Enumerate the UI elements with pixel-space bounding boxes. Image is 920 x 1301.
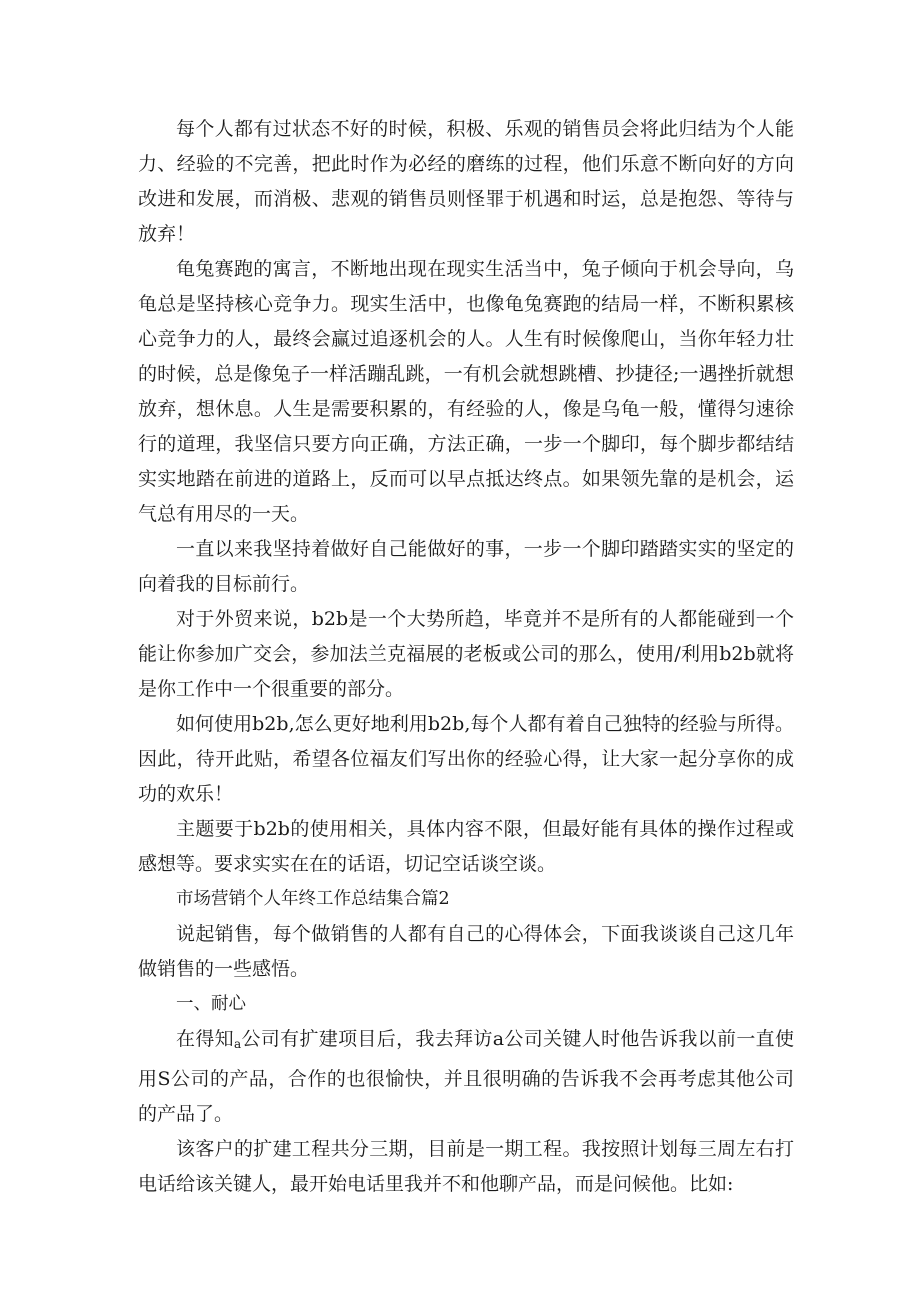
paragraph: 主题要于b2b的使用相关，具体内容不限，但最好能有具体的操作过程或感想等。要求实实在在的话语，切记空话谈空谈。 (138, 818, 794, 875)
paragraph: 每个人都有过状态不好的时候，积极、乐观的销售员会将此归结为个人能力、经验的不完善，把此时作为必经的磨练的过程，他们乐意不断向好的方向改进和发展，而消极、悲观的销售员则怪罪于机遇和时运，总是抱怨、等待与放弃！ (138, 118, 794, 245)
document-page (138, 112, 794, 1202)
paragraph: 龟兔赛跑的寓言，不断地出现在现实生活当中，兔子倾向于机会导向，乌龟总是坚持核心竞争力。现实生活中，也像龟兔赛跑的结局一样，不断积累核心竞争力的人，最终会赢过追逐机会的人。人生有时候像爬山，当你年轻力壮的时候，总是像兔子一样活蹦乱跳，一有机会就想跳槽、抄捷径;一遇挫折就想放弃，想休息。人生是需要积累的，有经验的人，像是乌龟一般，懂得匀速徐行的道理，我坚信只要方向正确，方法正确，一步一个脚印，每个脚步都结结实实地踏在前进的道路上，反而可以早点抵达终点。如果领先靠的是机会，运气总有用尽的一天。 (138, 258, 794, 525)
paragraph: 对于外贸来说，b2b是一个大势所趋，毕竟并不是所有的人都能碰到一个能让你参加广交会，参加法兰克福展的老板或公司的那么，使用/利用b2b就将是你工作中一个很重要的部分。 (138, 608, 794, 700)
paragraph: 一直以来我坚持着做好自己能做好的事，一步一个脚印踏踏实实的坚定的向着我的目标前行。 (138, 538, 794, 595)
story-subscript: a (233, 1037, 242, 1051)
paragraph: 如何使用b2b,怎么更好地利用b2b,每个人都有着自己独特的经验与所得。因此，待开此贴，希望各位福友们写出你的经验心得，让大家一起分享你的成功的欢乐！ (138, 713, 794, 805)
story-rest: 公司有扩建项目后，我去拜访a公司关键人时他告诉我以前一直使用S公司的产品，合作的也很愉快，并且很明确的告诉我不会再考虑其他公司的产品了。 (138, 1028, 794, 1125)
section-title: 市场营销个人年终工作总结集合篇2 (176, 889, 450, 909)
subheading: 一、耐心 (176, 994, 246, 1014)
story-paragraph (138, 1022, 794, 1132)
story-prefix: 在得知 (176, 1028, 234, 1050)
last-paragraph: 该客户的扩建工程共分三期，目前是一期工程。我按照计划每三周左右打电话给该关键人，最开始电话里我并不和他聊产品，而是问候他。比如: (138, 1138, 794, 1195)
intro-paragraph: 说起销售，每个做销售的人都有自己的心得体会，下面我谈谈自己这几年做销售的一些感悟。 (138, 923, 794, 980)
